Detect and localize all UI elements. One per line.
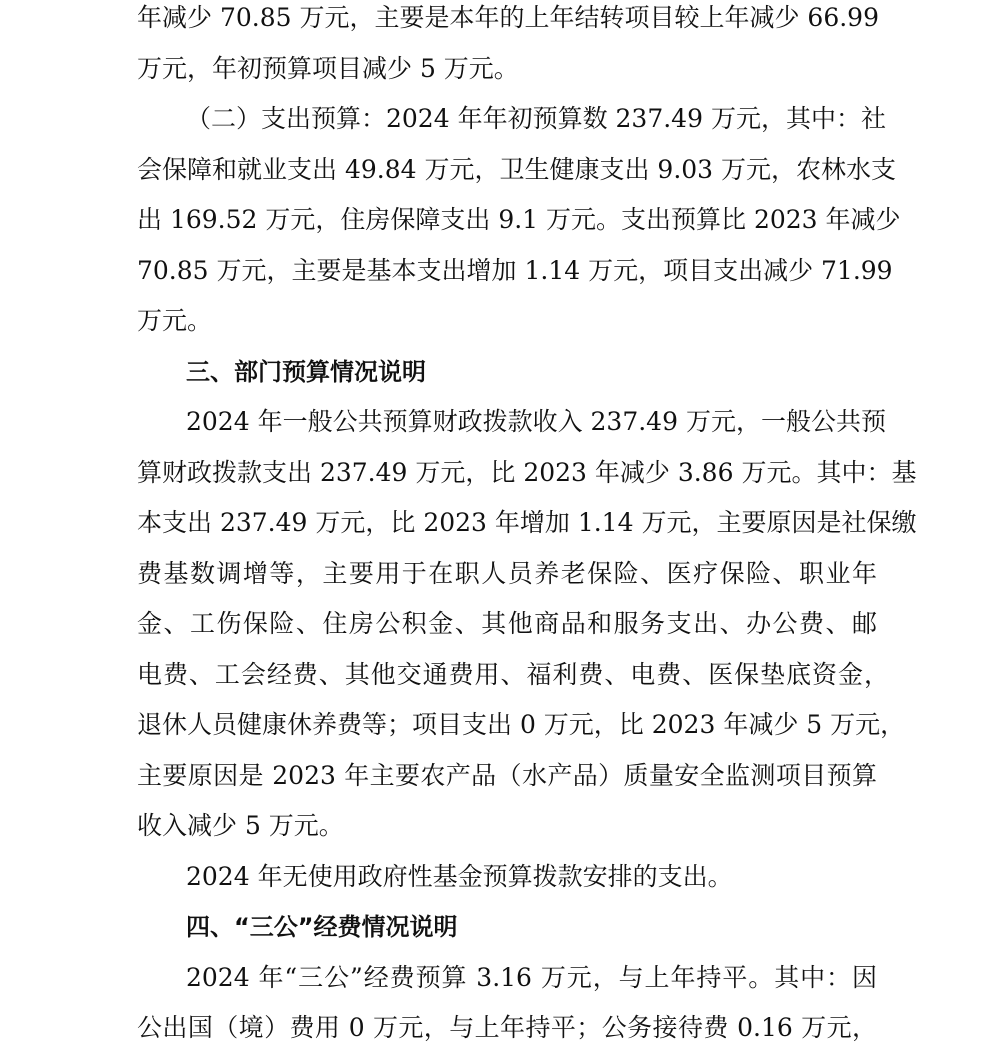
paragraph-line: 费基数调增等，主要用于在职人员养老保险、医疗保险、职业年	[137, 559, 877, 588]
section-heading: 三、部门预算情况说明	[186, 358, 426, 386]
paragraph-line: 主要原因是 2023 年主要农产品（水产品）质量安全监测项目预算	[137, 761, 877, 790]
paragraph-line: 金、工伤保险、住房公积金、其他商品和服务支出、办公费、邮	[137, 609, 877, 638]
paragraph-line: 万元。	[137, 306, 213, 335]
paragraph-line: 本支出 237.49 万元，比 2023 年增加 1.14 万元，主要原因是社保缴	[137, 508, 917, 537]
paragraph-line: 70.85 万元，主要是基本支出增加 1.14 万元，项目支出减少 71.99	[137, 256, 893, 285]
paragraph-line: 出 169.52 万元，住房保障支出 9.1 万元。支出预算比 2023 年减少	[137, 205, 901, 234]
paragraph-line: 2024 年无使用政府性基金预算拨款安排的支出。	[186, 862, 733, 891]
paragraph-line: 退休人员健康休养费等；项目支出 0 万元，比 2023 年减少 5 万元，	[137, 710, 906, 739]
paragraph-line: 会保障和就业支出 49.84 万元，卫生健康支出 9.03 万元，农林水支	[137, 155, 897, 184]
paragraph-line: 年减少 70.85 万元，主要是本年的上年结转项目较上年减少 66.99	[137, 3, 879, 32]
paragraph-line: 电费、工会经费、其他交通费用、福利费、电费、医保垫底资金，	[137, 660, 889, 689]
section-heading: 四、“三公”经费情况说明	[186, 913, 458, 941]
paragraph-line: 收入减少 5 万元。	[137, 811, 344, 840]
paragraph-line: 公出国（境）费用 0 万元，与上年持平；公务接待费 0.16 万元，	[137, 1013, 877, 1042]
paragraph-line: 算财政拨款支出 237.49 万元，比 2023 年减少 3.86 万元。其中：基	[137, 458, 917, 487]
paragraph-line: 2024 年“三公”经费预算 3.16 万元，与上年持平。其中：因	[186, 963, 877, 992]
paragraph-line: 万元，年初预算项目减少 5 万元。	[137, 54, 519, 83]
paragraph-line: （二）支出预算：2024 年年初预算数 237.49 万元，其中：社	[186, 104, 886, 133]
paragraph-line: 2024 年一般公共预算财政拨款收入 237.49 万元，一般公共预	[186, 407, 886, 436]
